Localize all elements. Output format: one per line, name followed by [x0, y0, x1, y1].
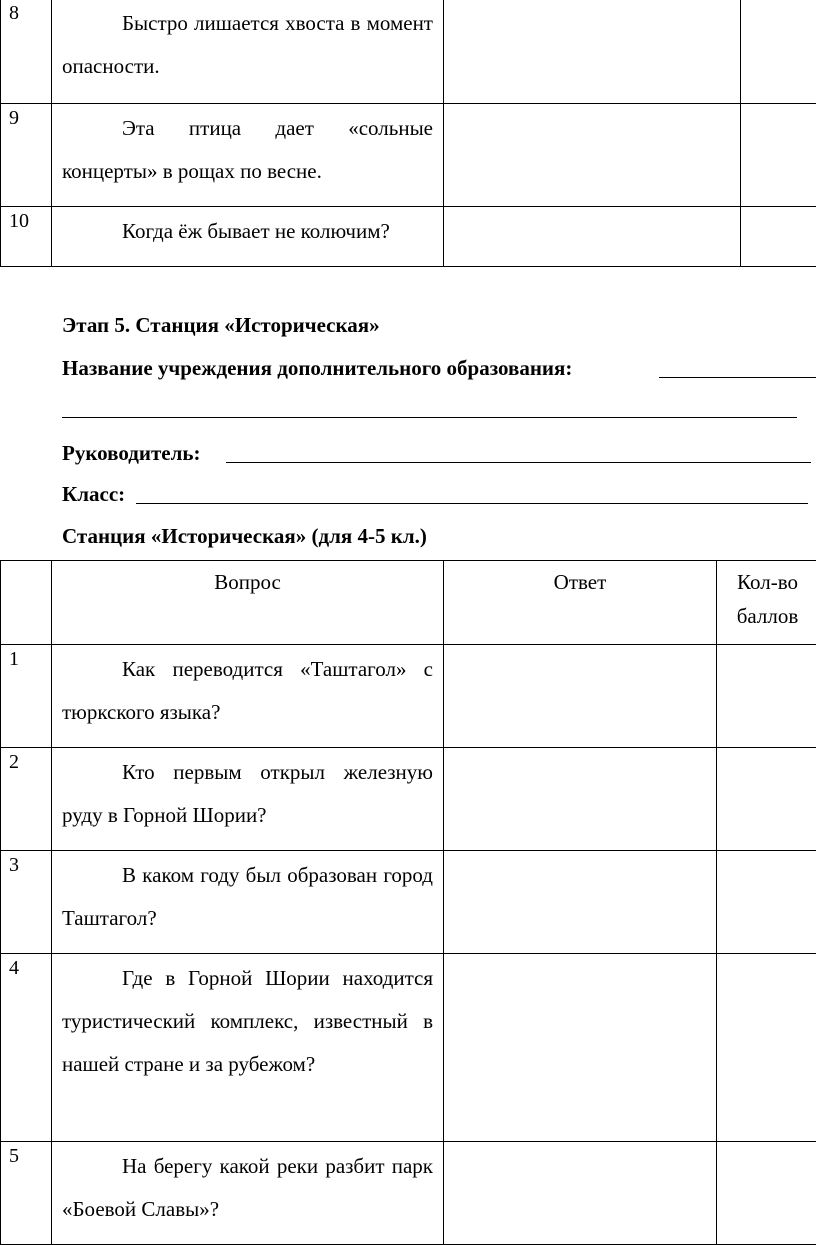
header-answer: Ответ	[444, 561, 717, 645]
points-cell[interactable]	[741, 207, 816, 267]
row-number: 4	[1, 954, 52, 1142]
answer-cell[interactable]	[444, 207, 741, 267]
table-row	[1, 748, 816, 851]
table-header-row	[1, 561, 816, 645]
header-number	[1, 561, 52, 645]
leader-label: Руководитель:	[62, 441, 201, 465]
row-number: 1	[1, 645, 52, 748]
answer-cell[interactable]	[444, 645, 717, 748]
table-row	[1, 1142, 816, 1245]
question-cell: В каком году был образован город Таштагол?	[52, 851, 444, 954]
row-number: 9	[1, 104, 52, 207]
table-row	[1, 207, 816, 267]
points-cell[interactable]	[741, 104, 816, 207]
class-blank-line[interactable]	[136, 503, 808, 504]
question-cell: Эта птица дает «сольные концерты» в рощах по весне.	[52, 104, 444, 207]
points-cell[interactable]	[717, 851, 816, 954]
history-quiz-table	[0, 560, 816, 1245]
question-cell: Где в Горной Шории находится туристический комплекс, известный в нашей стране и за рубежом?	[52, 954, 444, 1142]
row-number: 2	[1, 748, 52, 851]
answer-cell[interactable]	[444, 1142, 717, 1245]
points-cell[interactable]	[717, 645, 816, 748]
answer-cell[interactable]	[444, 954, 717, 1142]
question-cell: Кто первым открыл железную руду в Горной Шории?	[52, 748, 444, 851]
answer-cell[interactable]	[444, 104, 741, 207]
table-row	[1, 0, 816, 104]
points-cell[interactable]	[717, 748, 816, 851]
answer-cell[interactable]	[444, 0, 741, 104]
institution-label: Название учреждения дополнительного образования:	[62, 356, 573, 380]
table-row	[1, 645, 816, 748]
leader-blank-line[interactable]	[226, 462, 811, 463]
station-subtitle: Станция «Историческая» (для 4-5 кл.)	[62, 524, 427, 548]
class-label: Класс:	[62, 482, 126, 506]
points-cell[interactable]	[717, 954, 816, 1142]
table-row	[1, 104, 816, 207]
question-cell: На берегу какой реки разбит парк «Боевой Славы»?	[52, 1142, 444, 1245]
row-number: 8	[1, 0, 52, 104]
header-points: Кол-во баллов	[717, 561, 816, 645]
header-question: Вопрос	[52, 561, 444, 645]
table-row	[1, 954, 816, 1142]
nature-quiz-table-continued	[0, 0, 816, 267]
question-cell: Быстро лишается хвоста в момент опасности.	[52, 0, 444, 104]
stage-title: Этап 5. Станция «Историческая»	[62, 313, 380, 337]
row-number: 10	[1, 207, 52, 267]
question-cell: Как переводится «Таштагол» с тюркского языка?	[52, 645, 444, 748]
points-cell[interactable]	[741, 0, 816, 104]
institution-blank-line-2[interactable]	[62, 417, 797, 418]
row-number: 3	[1, 851, 52, 954]
question-cell: Когда ёж бывает не колючим?	[52, 207, 444, 267]
answer-cell[interactable]	[444, 748, 717, 851]
answer-cell[interactable]	[444, 851, 717, 954]
row-number: 5	[1, 1142, 52, 1245]
table-row	[1, 851, 816, 954]
institution-blank-line[interactable]	[659, 377, 816, 378]
points-cell[interactable]	[717, 1142, 816, 1245]
